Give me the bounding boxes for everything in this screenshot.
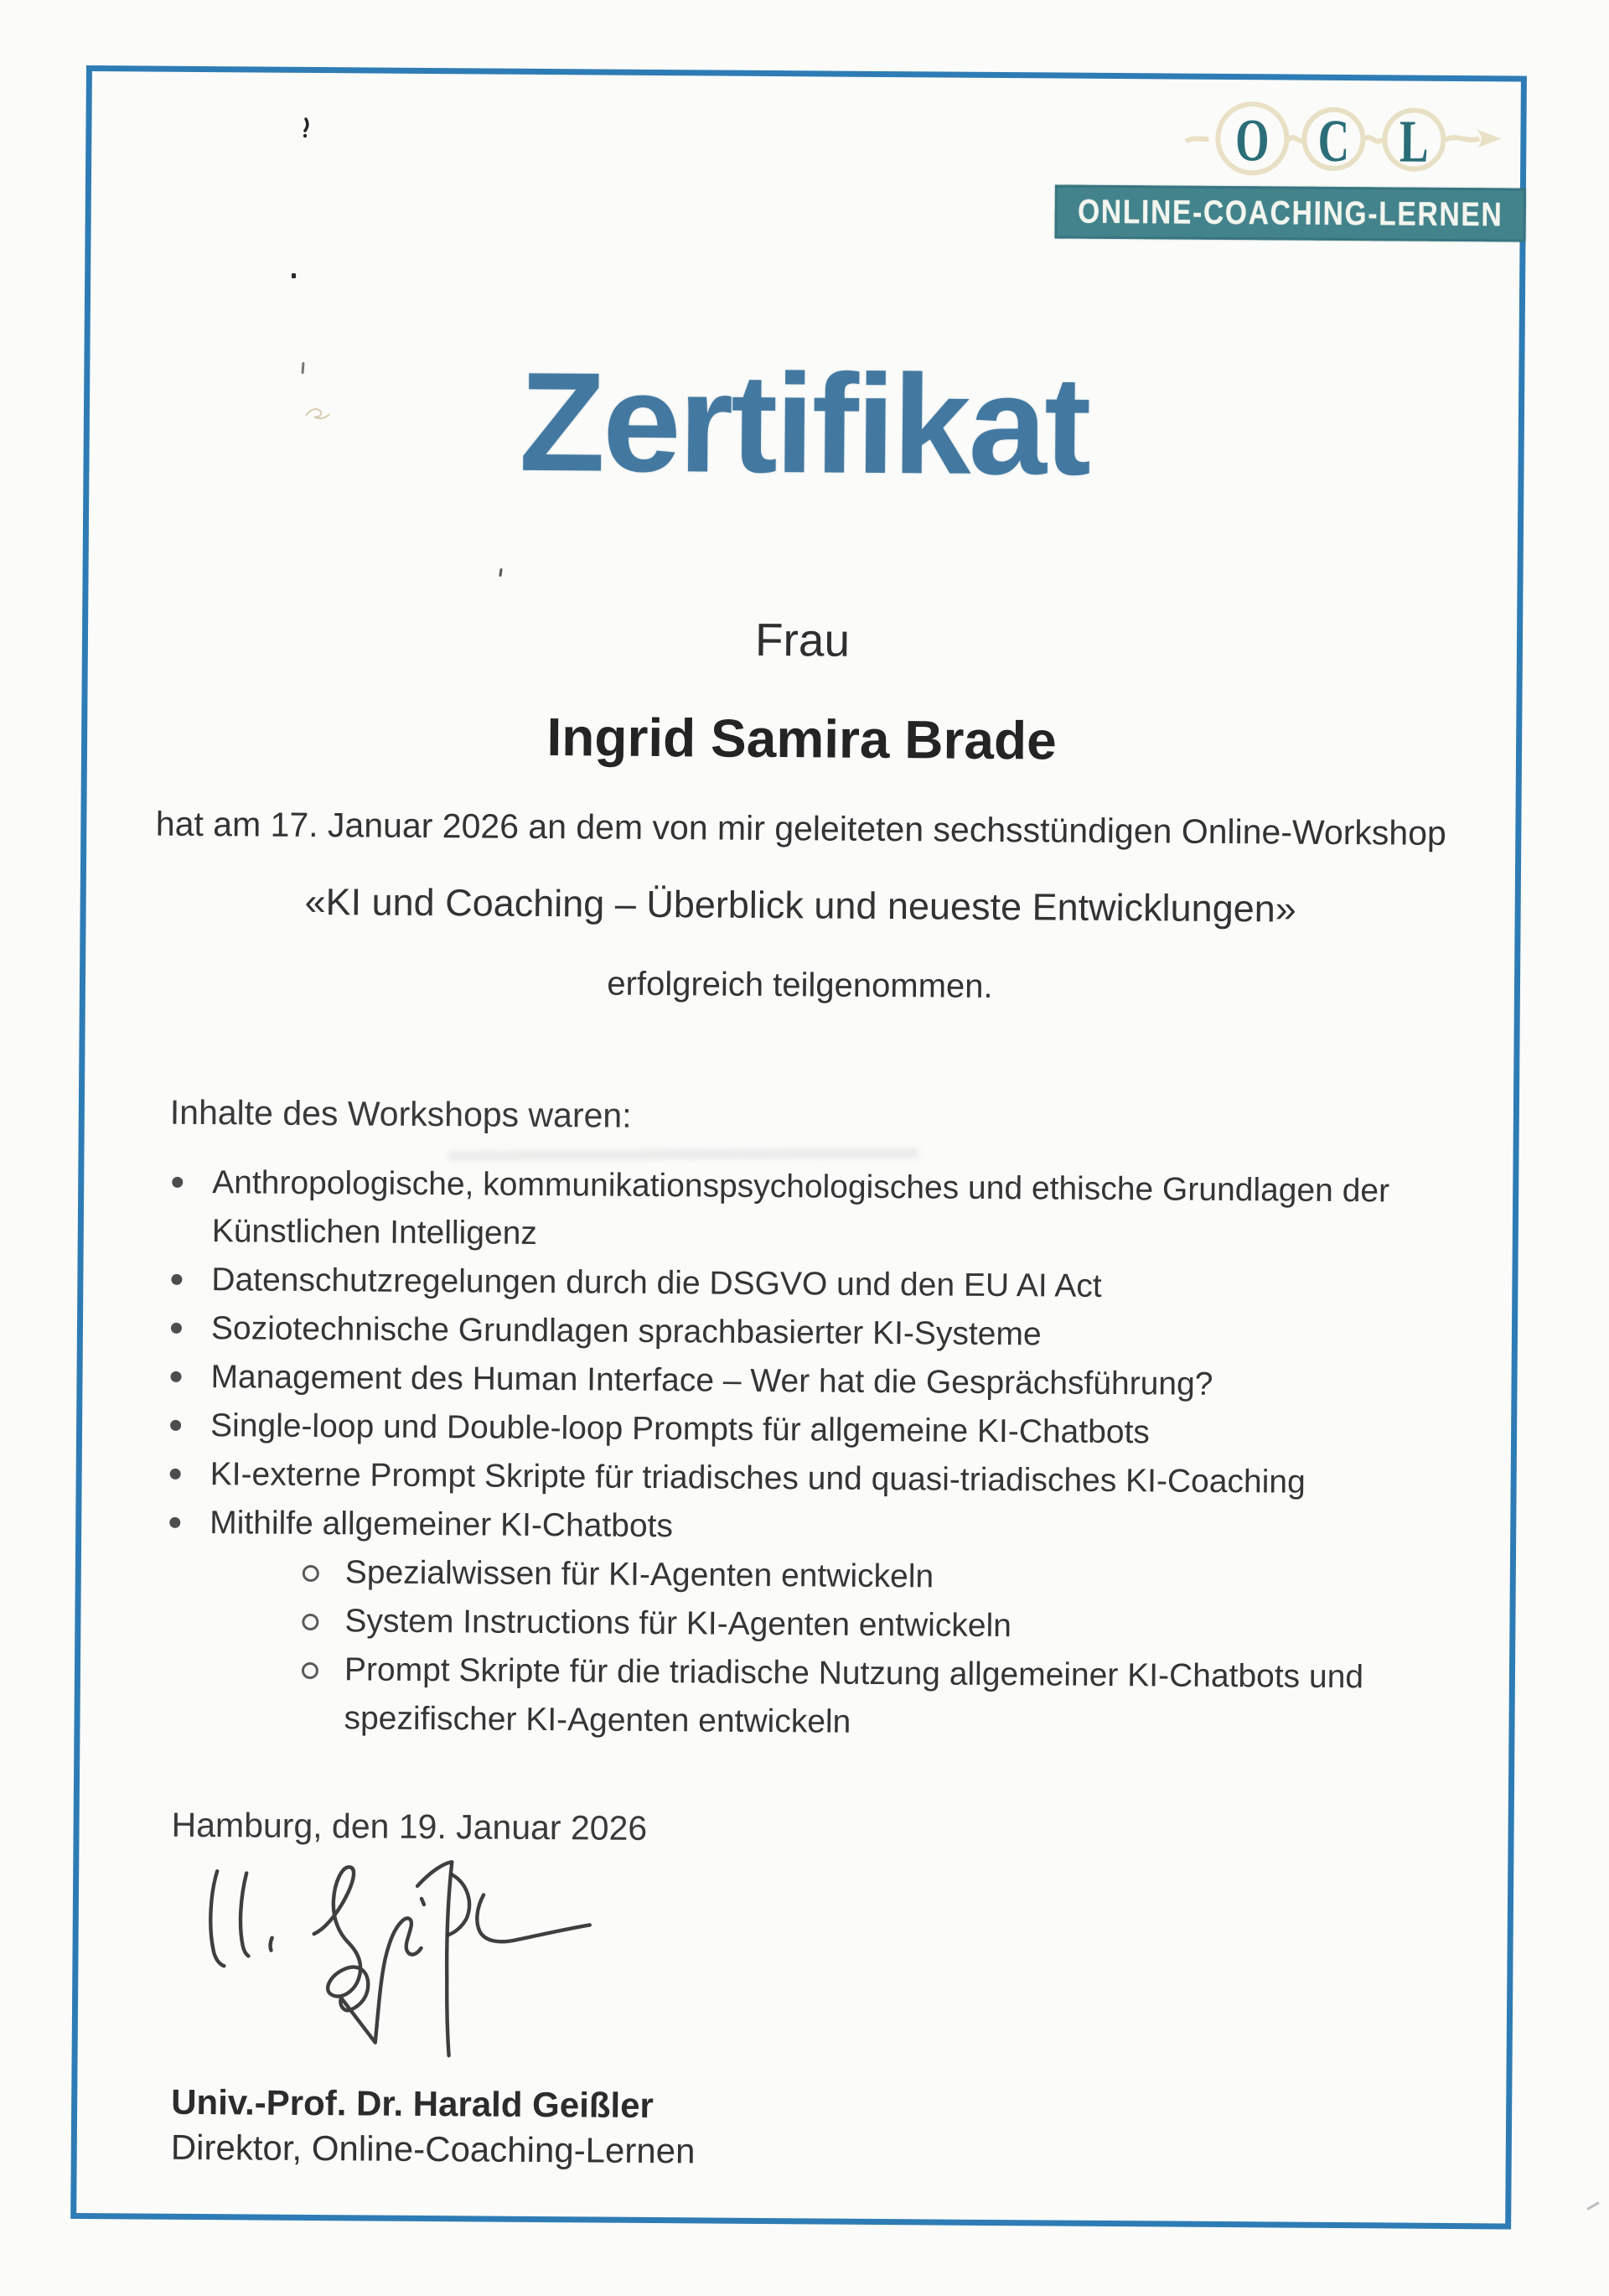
ocl-banner-text: ONLINE-COACHING-LERNEN [1077, 193, 1503, 233]
place-date: Hamburg, den 19. Januar 2026 [171, 1805, 648, 1848]
topic-item [163, 1402, 1403, 1459]
signer-role: Direktor, Online-Coaching-Lernen [170, 2127, 696, 2171]
logo-letter-l: L [1399, 107, 1429, 175]
topic-item [163, 1353, 1403, 1411]
recipient-name: Ingrid Samira Brade [546, 707, 1057, 771]
ocl-banner [1055, 184, 1526, 241]
workshop-title: «KI und Coaching – Überblick und neueste Entwicklungen» [304, 879, 1296, 930]
subtopic-item [297, 1548, 1402, 1605]
contents-heading: Inhalte des Workshops waren: [169, 1092, 632, 1135]
topic-text: Management des Human Interface – Wer hat die Gesprächsführung? [210, 1359, 1213, 1402]
topic-item [163, 1304, 1404, 1362]
salutation: Frau [754, 613, 851, 666]
completion-line: erfolgreich teilgenommen. [607, 965, 993, 1005]
topic-text: Single-loop und Double-loop Prompts für allgemeine KI-Chatbots [210, 1407, 1151, 1451]
topic-text: Datenschutzregelungen durch die DSGVO und den EU AI Act [211, 1262, 1102, 1304]
subtopics-list [208, 1547, 1402, 1750]
topic-text: Mithilfe allgemeiner KI-Chatbots [210, 1505, 674, 1545]
signer-name: Univ.-Prof. Dr. Harald Geißler [171, 2081, 654, 2126]
topic-item [163, 1256, 1404, 1314]
subtopic-item [297, 1597, 1401, 1654]
certificate-sheet [70, 65, 1527, 2230]
topic-item [160, 1499, 1402, 1751]
certificate-title: Zertifikat [518, 342, 1089, 505]
scan-artifact-edge-mark [1586, 2201, 1599, 2210]
topic-text: Soziotechnische Grundlagen sprachbasierter KI-Systeme [210, 1310, 1042, 1353]
logo-arrow-icon [1476, 129, 1501, 148]
logo-letter-o: O [1234, 106, 1270, 174]
topic-text: KI-externe Prompt Skripte für triadisches und quasi-triadisches KI-Coaching [210, 1456, 1306, 1500]
subtopic-text: Spezialwissen für KI-Agenten entwickeln [344, 1554, 934, 1595]
topic-item [162, 1450, 1402, 1508]
intro-line: hat am 17. Januar 2026 an dem von mir geleiteten sechsstündigen Online-Workshop [155, 804, 1446, 853]
logo-letter-c: C [1317, 106, 1350, 175]
topic-item [164, 1158, 1405, 1265]
subtopic-item [296, 1646, 1401, 1751]
topic-text: Anthropologische, kommunikationspsychologisches und ethische Grundlagen der Künstlichen Intelligenz [211, 1164, 1390, 1252]
scan-smudge [448, 1148, 918, 1160]
subtopic-text: Prompt Skripte für die triadische Nutzung allgemeiner KI-Chatbots und spezifischer KI-Agenten entwickeln [344, 1651, 1364, 1740]
logo-letters [1235, 106, 1429, 175]
subtopic-text: System Instructions für KI-Agenten entwickeln [344, 1603, 1012, 1645]
topics-list [160, 1158, 1405, 1751]
signature [199, 1858, 603, 2079]
